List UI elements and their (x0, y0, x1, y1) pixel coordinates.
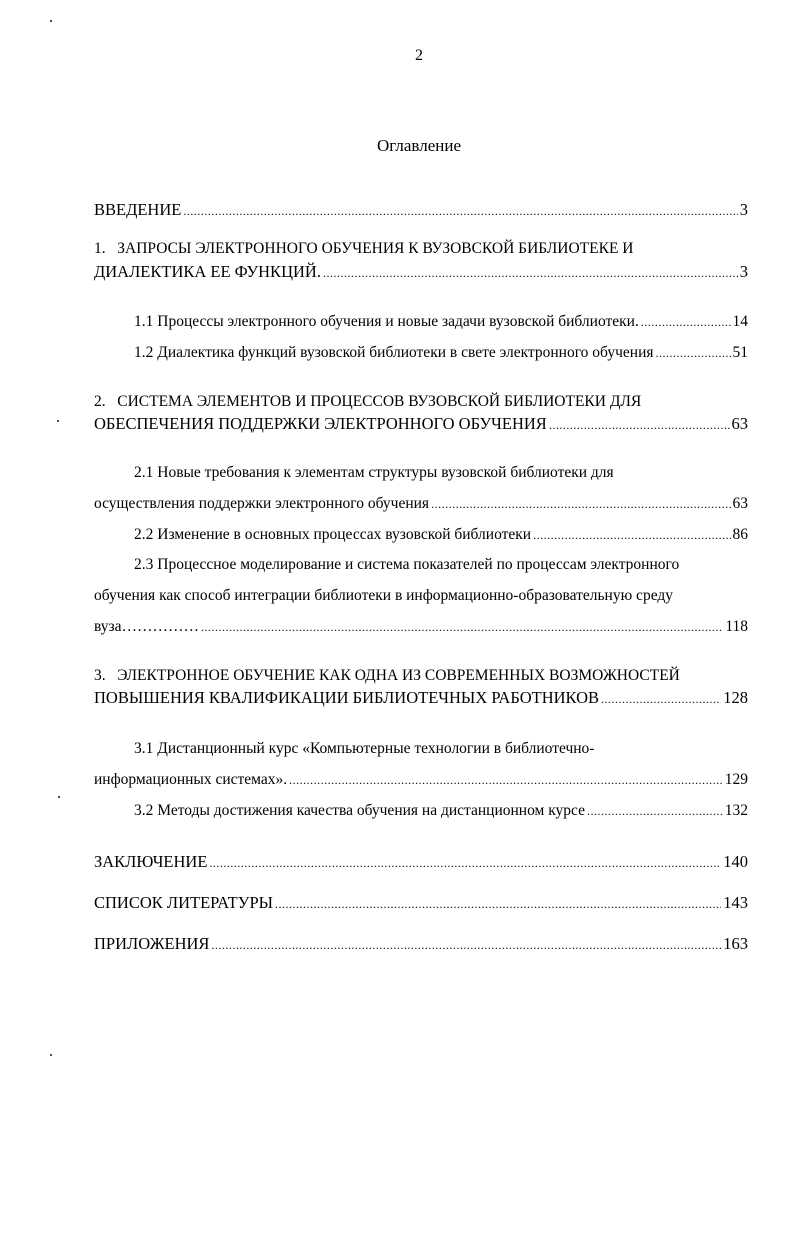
leader-dots (601, 692, 721, 707)
leader-dots (641, 315, 731, 330)
toc-chapter-2-line1[interactable] (94, 393, 641, 411)
section-page: 129 (724, 771, 748, 788)
toc-references-label: СПИСОК ЛИТЕРАТУРЫ (94, 893, 274, 912)
chapter-number: 2. (94, 393, 106, 410)
section-page: 132 (724, 802, 748, 819)
scan-artifact (57, 420, 59, 422)
chapter-title-cont: ПОВЫШЕНИЯ КВАЛИФИКАЦИИ БИБЛИОТЕЧНЫХ РАБОТНИКОВ (94, 688, 600, 707)
toc-section-2-3-line1[interactable]: 2.3 Процессное моделирование и система показателей по процессам электронного (134, 556, 680, 573)
section-page: 14 (732, 313, 748, 330)
toc-appendices-page: 163 (723, 934, 748, 953)
chapter-title: ЗАПРОСЫ ЭЛЕКТРОННОГО ОБУЧЕНИЯ К ВУЗОВСКОЙ БИБЛИОТЕКЕ И (117, 240, 634, 257)
leader-dots (533, 528, 730, 543)
chapter-page: 128 (723, 688, 748, 707)
toc-section-2-1-line2[interactable] (94, 495, 748, 513)
chapter-number: 3. (94, 667, 106, 684)
section-label: 1.1 Процессы электронного обучения и новые задачи вузовской библиотеки. (134, 313, 639, 330)
toc-conclusion-label: ЗАКЛЮЧЕНИЕ (94, 852, 208, 871)
chapter-page: 63 (731, 414, 748, 433)
section-page: 86 (732, 526, 748, 543)
toc-section-2-1-line1[interactable]: 2.1 Новые требования к элементам структуры вузовской библиотеки для (134, 464, 614, 481)
toc-intro-page: 3 (739, 200, 748, 219)
leader-dots (431, 497, 730, 512)
section-page: 51 (732, 344, 748, 361)
section-label: информационных системах». (94, 771, 288, 788)
toc-section-2-2[interactable] (134, 526, 748, 544)
section-page: 118 (725, 618, 748, 635)
toc-chapter-1-line2[interactable] (94, 262, 748, 282)
toc-section-3-1-line2[interactable] (94, 771, 748, 789)
leader-dots (183, 204, 737, 219)
toc-entry-appendices[interactable] (94, 934, 748, 954)
page-number: 2 (415, 47, 423, 64)
leader-dots (656, 346, 731, 361)
chapter-title-cont: ДИАЛЕКТИКА ЕЕ ФУНКЦИЙ. (94, 262, 321, 281)
toc-references-page: 143 (723, 893, 748, 912)
chapter-number: 1. (94, 240, 106, 257)
leader-dots (289, 773, 723, 788)
scan-artifact (50, 20, 52, 22)
chapter-title-cont: ОБЕСПЕЧЕНИЯ ПОДДЕРЖКИ ЭЛЕКТРОННОГО ОБУЧЕНИЯ (94, 414, 547, 433)
toc-chapter-1-line1[interactable] (94, 240, 634, 258)
toc-entry-intro[interactable] (94, 200, 748, 220)
toc-section-2-3-line3[interactable] (94, 618, 748, 636)
leader-dots (201, 620, 723, 635)
leader-dots (211, 938, 721, 953)
toc-entry-references[interactable] (94, 893, 748, 913)
chapter-title: ЭЛЕКТРОННОЕ ОБУЧЕНИЕ КАК ОДНА ИЗ СОВРЕМЕННЫХ ВОЗМОЖНОСТЕЙ (117, 667, 680, 684)
section-page: 63 (732, 495, 748, 512)
toc-chapter-3-line2[interactable] (94, 688, 748, 708)
section-label: 2.2 Изменение в основных процессах вузовской библиотеки (134, 526, 532, 543)
section-label: вуза…………… (94, 618, 200, 635)
leader-dots (275, 897, 721, 912)
chapter-page: 3 (739, 262, 748, 281)
toc-chapter-3-line1[interactable] (94, 667, 680, 685)
chapter-title: СИСТЕМА ЭЛЕМЕНТОВ И ПРОЦЕССОВ ВУЗОВСКОЙ БИБЛИОТЕКИ ДЛЯ (117, 393, 642, 410)
section-label: осуществления поддержки электронного обучения (94, 495, 430, 512)
toc-intro-label: ВВЕДЕНИЕ (94, 200, 182, 219)
section-label: 3.2 Методы достижения качества обучения на дистанционном курсе (134, 802, 585, 819)
toc-conclusion-page: 140 (723, 852, 748, 871)
toc-chapter-2-line2[interactable] (94, 414, 748, 434)
scan-artifact (58, 796, 60, 798)
toc-section-3-1-line1[interactable]: 3.1 Дистанционный курс «Компьютерные технологии в библиотечно- (134, 740, 595, 757)
toc-section-2-3-line2[interactable]: обучения как способ интеграции библиотеки в информационно-образовательную среду (94, 587, 674, 604)
toc-section-1-1[interactable] (134, 313, 748, 331)
toc-entry-conclusion[interactable] (94, 852, 748, 872)
toc-appendices-label: ПРИЛОЖЕНИЯ (94, 934, 210, 953)
leader-dots (209, 856, 721, 871)
toc-title: Оглавление (377, 136, 461, 155)
leader-dots (587, 804, 723, 819)
scan-artifact (50, 1054, 52, 1056)
toc-section-3-2[interactable] (134, 802, 748, 820)
leader-dots (323, 266, 738, 281)
section-label: 1.2 Диалектика функций вузовской библиотеки в свете электронного обучения (134, 344, 654, 361)
toc-section-1-2[interactable] (134, 344, 748, 362)
leader-dots (549, 418, 730, 433)
